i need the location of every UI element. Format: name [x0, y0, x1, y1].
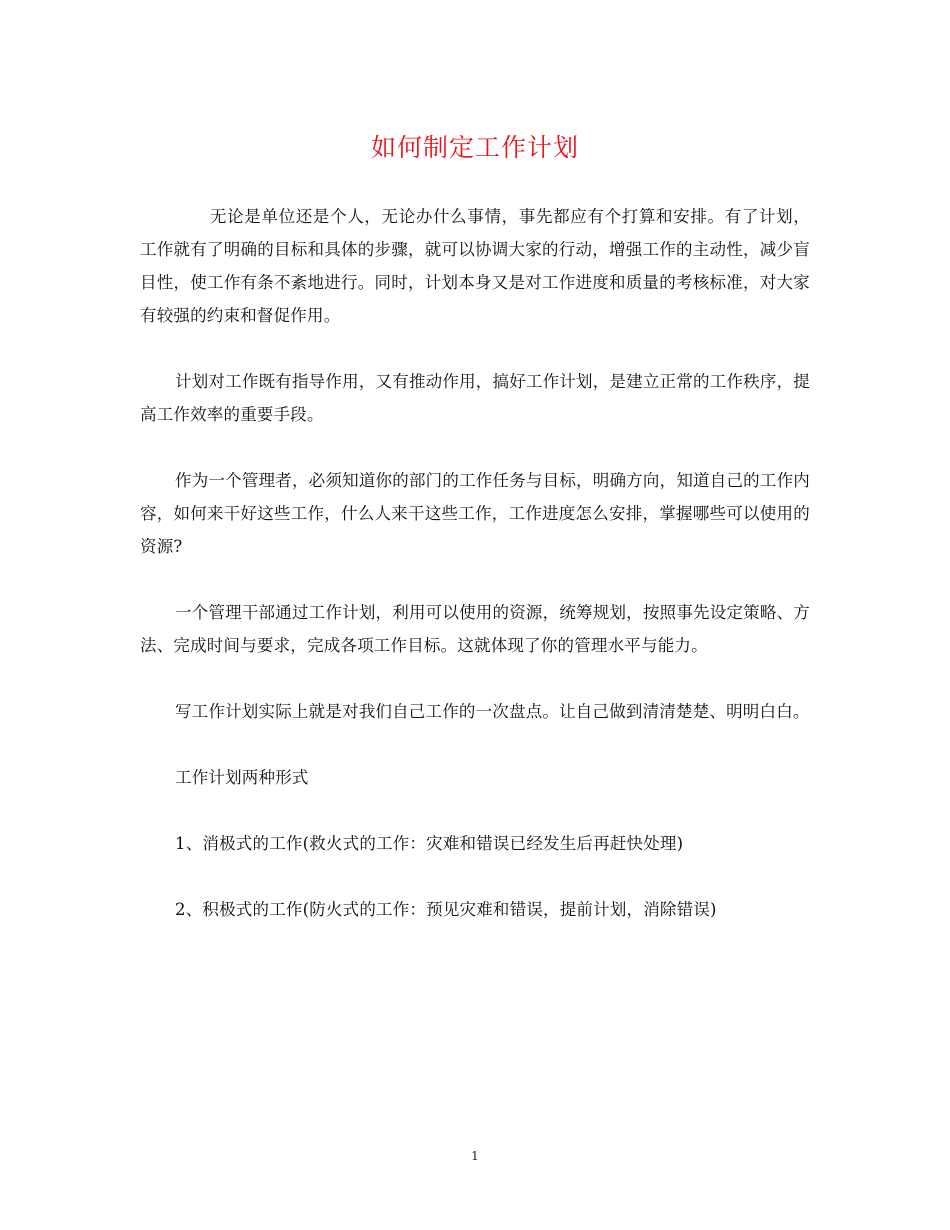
- paragraph-spacer: [140, 431, 810, 464]
- document-title: 如何制定工作计划: [370, 133, 579, 162]
- section-heading-forms: 工作计划两种形式: [175, 768, 309, 787]
- paragraph-spacer: [140, 794, 810, 827]
- paragraph-intro: 无论是单位还是个人，无论办什么事情，事先都应有个打算和安排。有了计划，工作就有了明确的目标和具体的步骤，就可以协调大家的行动，增强工作的主动性，减少盲目性，使工作有条不紊地进行。同时，计划本身又是对工作进度和质量的考核标准，对大家有较强的约束和督促作用。: [140, 207, 810, 325]
- document-body: [140, 200, 810, 926]
- paragraph-spacer: [140, 563, 810, 596]
- paragraph-planning: 一个管理干部通过工作计划，利用可以使用的资源，统筹规划，按照事先设定策略、方法、完成时间与要求，完成各项工作目标。这就体现了你的管理水平与能力。: [140, 603, 810, 655]
- page-number: 1: [471, 1149, 479, 1163]
- paragraph-spacer: [140, 332, 810, 365]
- paragraph-guidance: 计划对工作既有指导作用，又有推动作用，搞好工作计划，是建立正常的工作秩序，提高工作效率的重要手段。: [140, 372, 810, 424]
- paragraph-spacer: [140, 728, 810, 761]
- list-item-active: 2、积极式的工作(防火式的工作：预见灾难和错误，提前计划，消除错误): [175, 900, 717, 919]
- paragraph-manager: 作为一个管理者，必须知道你的部门的工作任务与目标，明确方向，知道自己的工作内容，如何来干好这些工作，什么人来干这些工作，工作进度怎么安排，掌握哪些可以使用的资源?: [140, 471, 810, 556]
- paragraph-spacer: [140, 860, 810, 893]
- list-item-passive: 1、消极式的工作(救火式的工作：灾难和错误已经发生后再赶快处理): [175, 834, 684, 853]
- paragraph-spacer: [140, 662, 810, 695]
- paragraph-review: 写工作计划实际上就是对我们自己工作的一次盘点。让自己做到清清楚楚、明明白白。: [175, 702, 810, 721]
